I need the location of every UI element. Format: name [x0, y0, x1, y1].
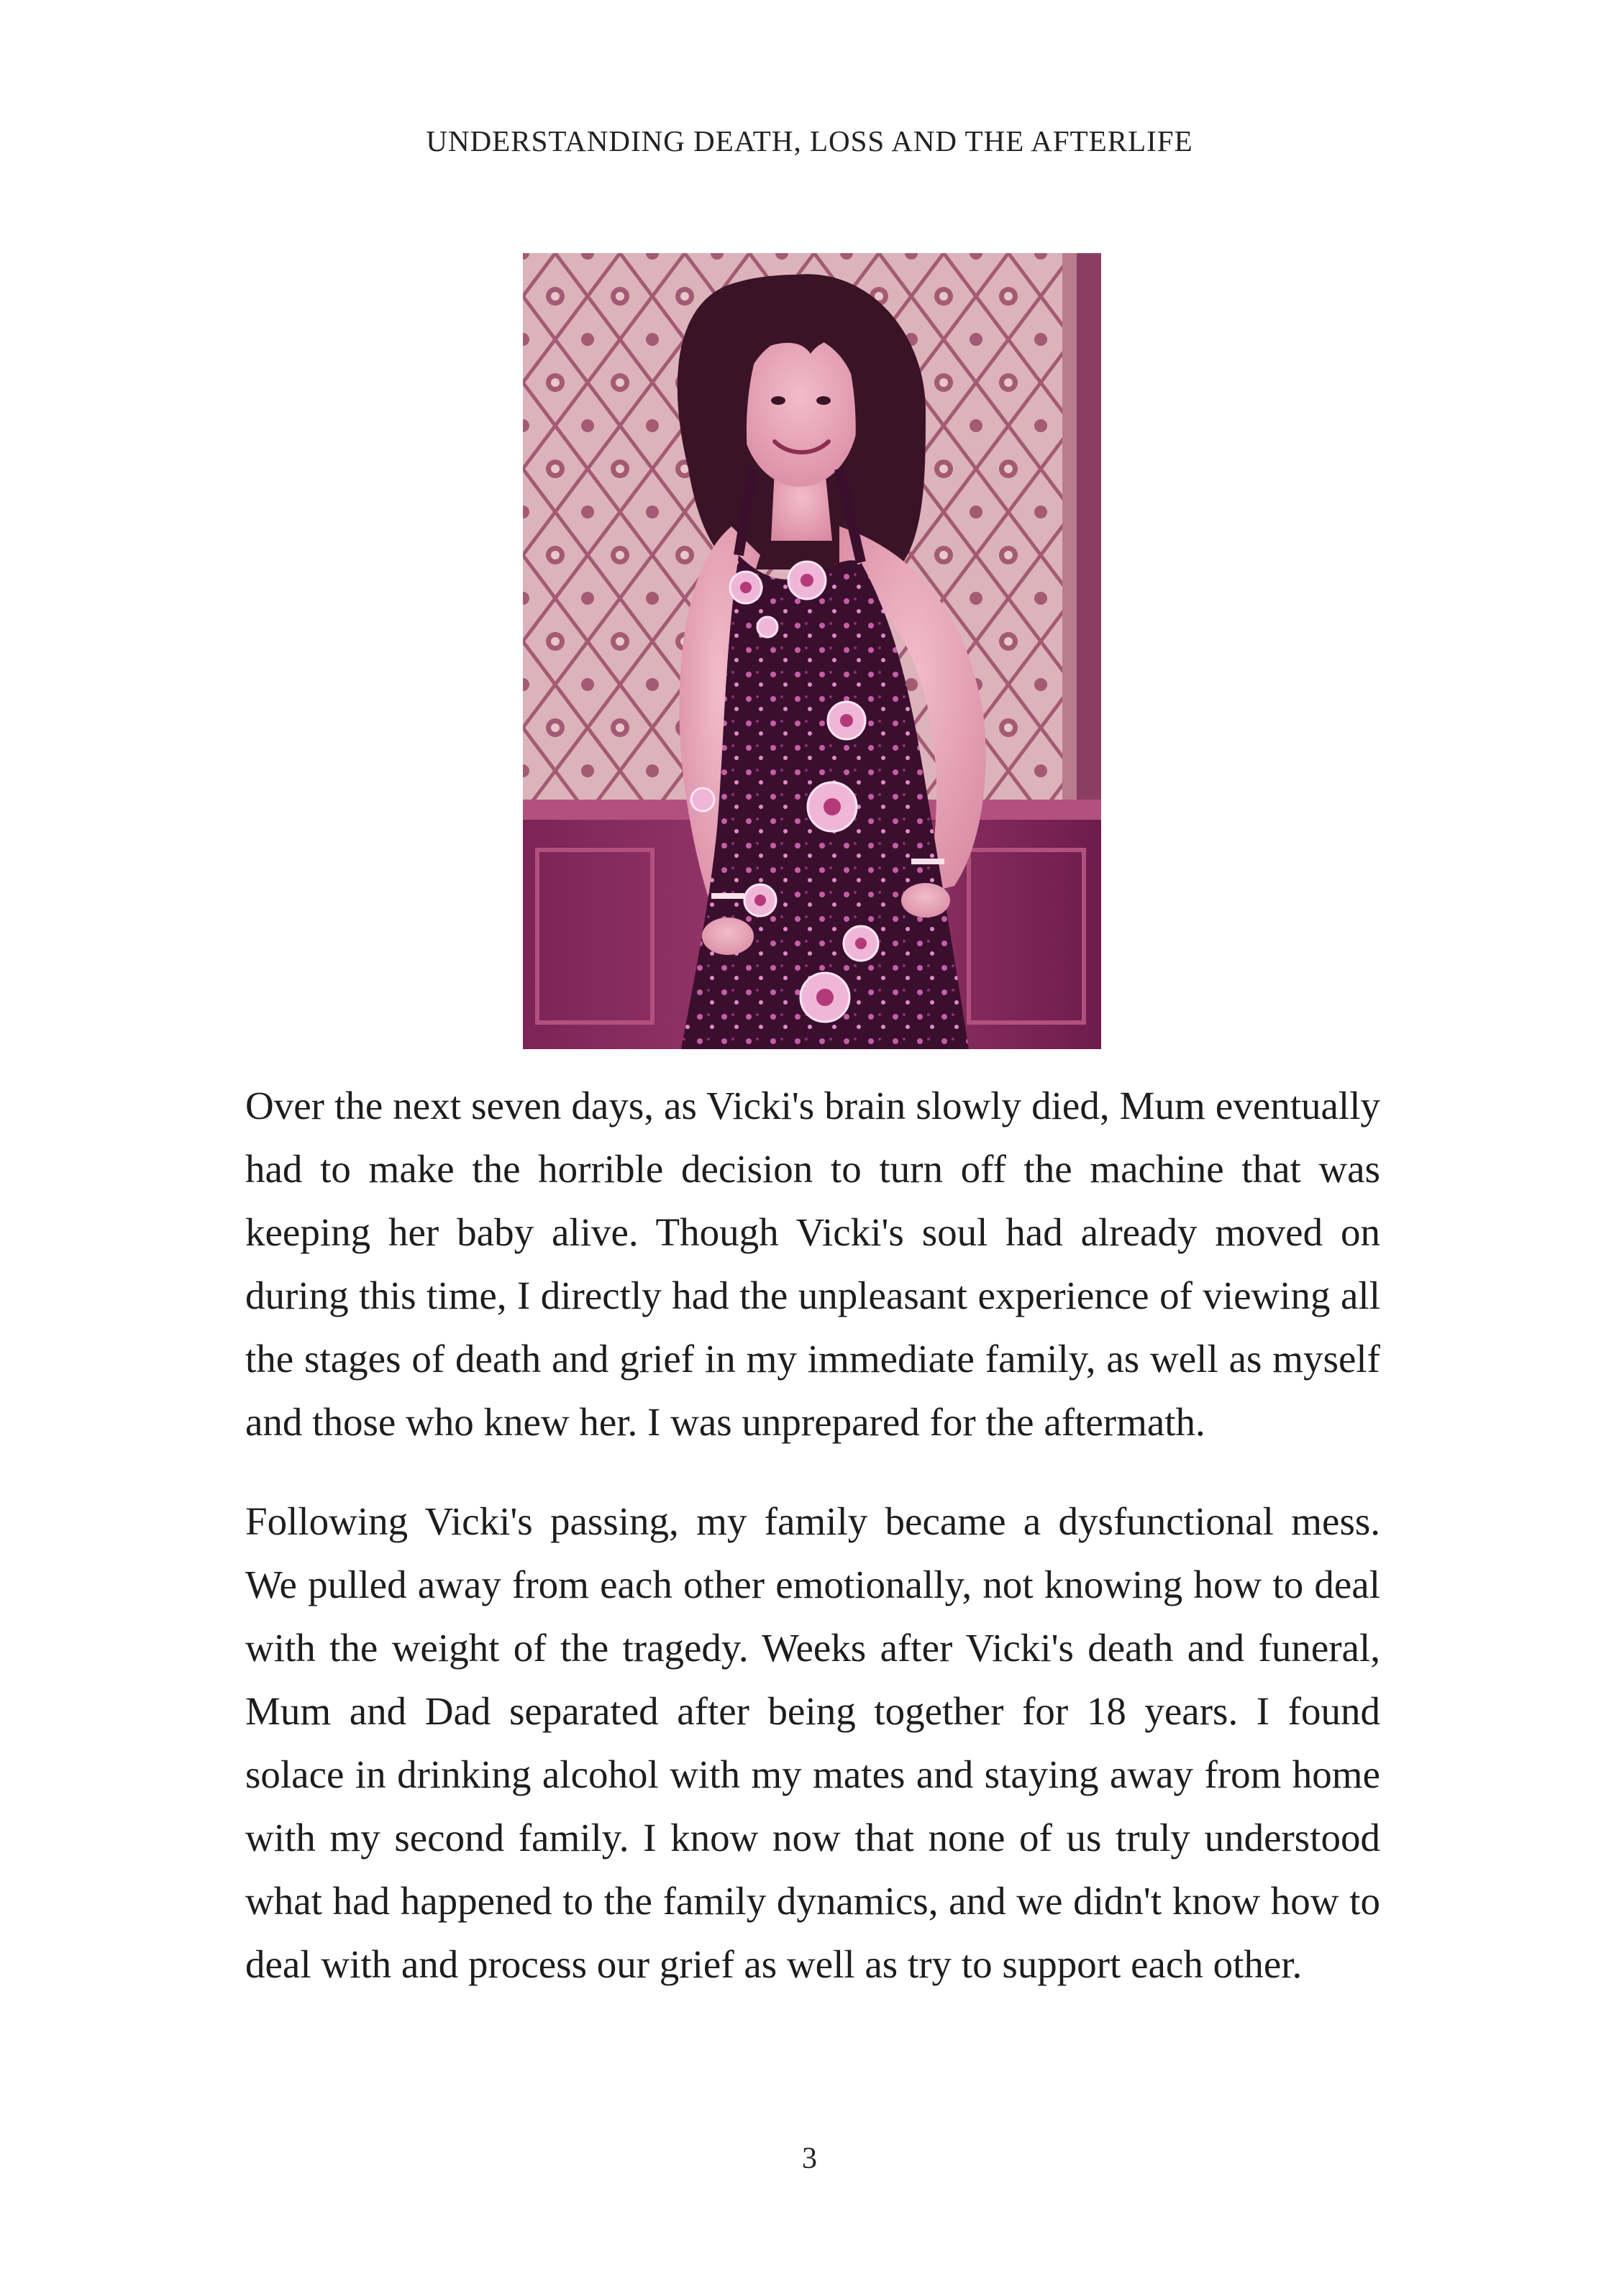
photograph	[523, 253, 1101, 1049]
paragraph-1: Over the next seven days, as Vicki's brain slowly died, Mum eventually had to make the horrible decision to turn off the machine that was keeping her baby alive. Though Vicki's soul had already moved on during this time, I directly had the unpleasant experience of viewing all the stages of death and grief in my immediate family, as well as myself and those who knew her. I was unprepared for the aftermath.	[245, 1084, 1380, 1444]
paragraph-2: Following Vicki's passing, my family became a dysfunctional mess. We pulled away from each other emotionally, not knowing how to deal with the weight of the tragedy. Weeks after Vicki's death and funeral, Mum and Dad separated after being together for 18 years. I found solace in drinking alcohol with my mates and staying away from home with my second family. I know now that none of us truly understood what had happened to the family dynamics, and we didn't know how to deal with and process our grief as well as try to support each other.	[245, 1499, 1380, 1986]
page-number: 3	[802, 2142, 817, 2175]
running-header: UNDERSTANDING DEATH, LOSS AND THE AFTERLIFE	[426, 124, 1193, 157]
body-text	[245, 1074, 1380, 2032]
photograph-illustration	[523, 253, 1101, 1049]
